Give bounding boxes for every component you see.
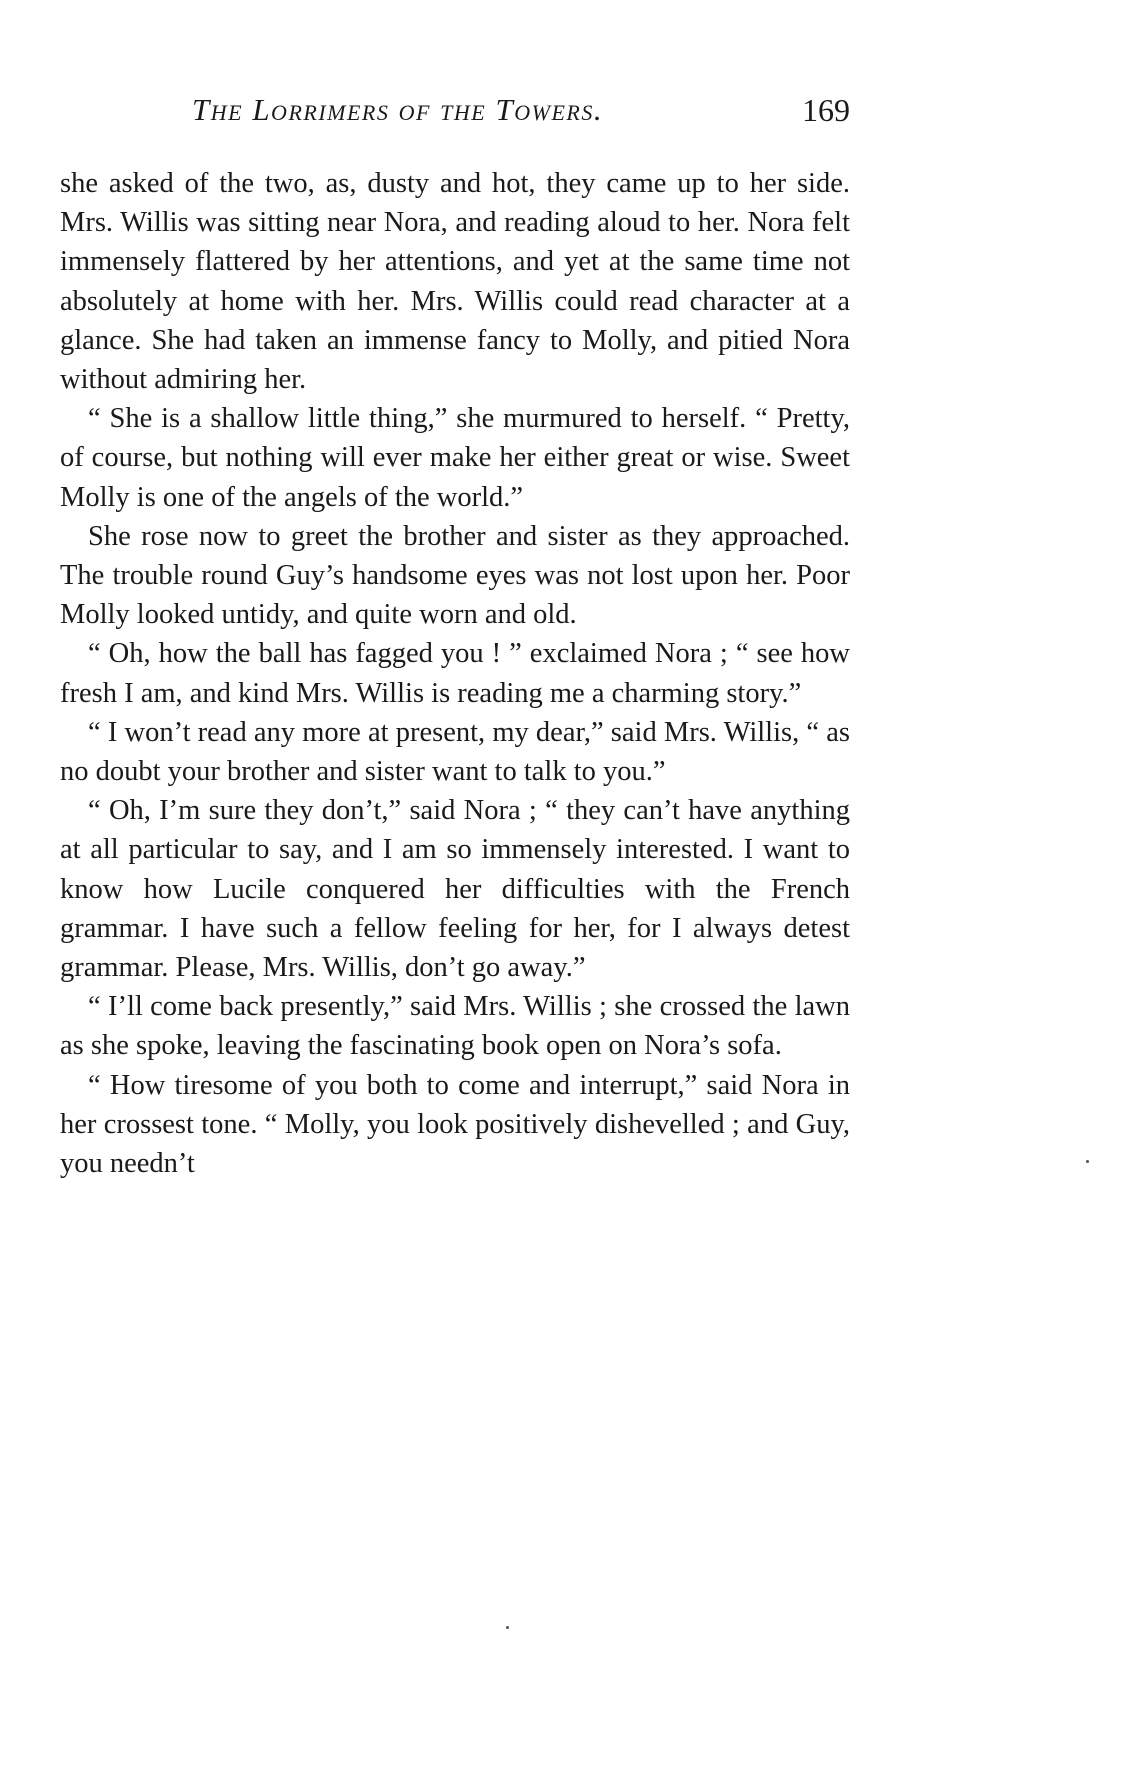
page-number: 169 [802,92,850,128]
running-head [60,88,850,136]
paragraph: “ Oh, I’m sure they don’t,” said Nora ; “ they can’t have anything at all particular to say, and I am so immensely interested. I want to know how Lucile conquered her difficulties with the French grammar. I have such a fellow feeling for her, for I always detest grammar. Please, Mrs. Willis, don’t go away.” [60,795,850,984]
paragraph: “ She is a shallow little thing,” she murmured to herself. “ Pretty, of course, but nothing will ever make her either great or wise. Sweet Molly is one of the angels of the world.” [60,403,850,513]
ink-speck [506,1626,509,1629]
paragraph: “ I’ll come back presently,” said Mrs. Willis ; she crossed the lawn as she spoke, leaving the fascinating book open on Nora’s sofa. [60,991,850,1062]
running-title: The Lorrimers of the Towers. [192,92,604,127]
ink-speck [1086,1160,1089,1163]
paragraph: she asked of the two, as, dusty and hot, they came up to her side. Mrs. Willis was sitting near Nora, and reading aloud to her. Nora felt immensely flattered by her attentions, and yet at the same time not absolutely at home with her. Mrs. Willis could read character at a glance. She had taken an immense fancy to Molly, and pitied Nora without admiring her. [60,168,850,396]
paragraph: “ Oh, how the ball has fagged you ! ” exclaimed Nora ; “ see how fresh I am, and kind Mrs. Willis is reading me a charming story.” [60,638,850,709]
paragraph: “ How tiresome of you both to come and interrupt,” said Nora in her crossest tone. “ Molly, you look positively dishevelled ; and Guy, you needn’t [60,1069,850,1180]
body-text [60,164,850,1183]
paragraph: “ I won’t read any more at present, my dear,” said Mrs. Willis, “ as no doubt your brother and sister want to talk to you.” [60,716,850,788]
paragraph: She rose now to greet the brother and sister as they approached. The trouble round Guy’s handsome eyes was not lost upon her. Poor Molly looked untidy, and quite worn and old. [60,520,850,631]
